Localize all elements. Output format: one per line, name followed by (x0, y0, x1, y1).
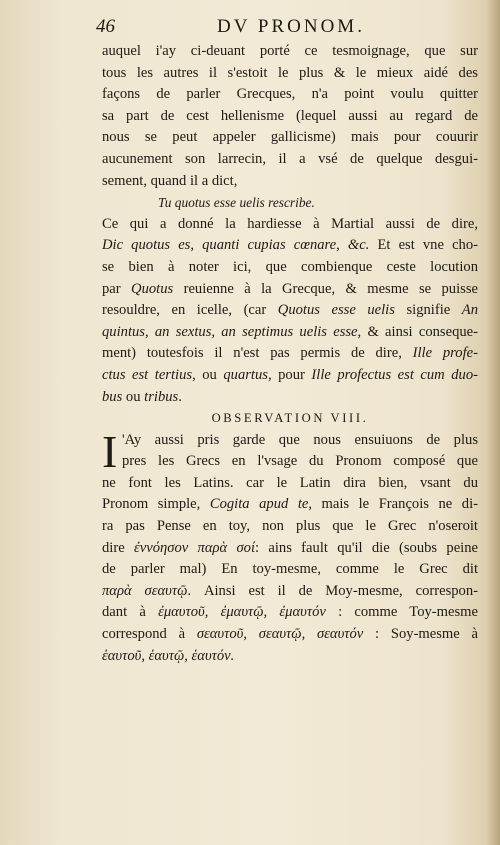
latin-word: An (461, 302, 478, 319)
text-run: Pronom simple, (102, 496, 210, 513)
text-line: ra pas Pense en toy, non plus que le Grec n'oseroit (102, 518, 478, 535)
text-line (102, 624, 478, 646)
text-line (102, 581, 478, 603)
latin-word: quartus (223, 366, 268, 383)
text-line (102, 322, 478, 344)
text-run: : Soy-mesme à (363, 626, 478, 643)
text-line: aucunement son larrecin, il a vsé de quelque desgui- (102, 150, 478, 167)
greek-phrase: ἐννόησον παρὰ σοί (134, 539, 256, 556)
text-run: ment) toutesfois il n'est pas permis de dire, (102, 345, 413, 362)
text-line: se bien à noter ici, que combienque ceste locution (102, 258, 478, 275)
text-line: 'Ay aussi pris garde que nous ensuiuons de plus (122, 431, 478, 448)
page-number: 46 (96, 16, 115, 37)
text-line (102, 343, 478, 365)
text-run: : ains fault qu'il die (soubs peine (255, 539, 478, 556)
greek-phrase: ἐμαυτοῦ, ἐμαυτῷ, ἐμαυτόν (158, 604, 326, 621)
drop-cap: I (102, 425, 118, 477)
text-run: , ou (192, 366, 224, 383)
text-run: , mais le François ne di- (308, 496, 478, 513)
greek-phrase: σεαυτοῦ, σεαυτῷ, σεαυτόν (196, 626, 364, 643)
text-line (102, 235, 478, 257)
text-line: de parler mal) En toy-mesme, comme le Grec dit (102, 561, 478, 578)
latin-phrase: Ille profe- (412, 345, 478, 362)
text-run: signifie (394, 302, 462, 319)
page-spine-shadow (486, 0, 500, 845)
text-line: tous les autres il s'estoit le plus & le mieux aidé des (102, 64, 478, 81)
text-run: dant à (102, 604, 159, 621)
text-line (102, 602, 478, 624)
latin-phrase: Quotus esse uelis (277, 302, 395, 319)
latin-phrase: Ille profectus est cum duo- (311, 366, 478, 383)
text-run: Et est vne cho- (369, 237, 478, 254)
greek-phrase: παρὰ σεαυτῷ (102, 582, 188, 599)
text-run: par (102, 280, 132, 297)
latin-word: Quotus (131, 280, 174, 297)
text-line (102, 365, 478, 387)
text-line: ne font les Latins. car le Latin dira bien, vsant du (102, 474, 478, 491)
text-run: , pour (267, 366, 312, 383)
text-line (102, 538, 478, 560)
text-run: dire (102, 539, 134, 556)
observation-paragraph (102, 425, 478, 668)
page-header (96, 14, 486, 40)
section-heading: OBSERVATION VIII. (211, 411, 369, 426)
text-line (102, 387, 478, 409)
text-run: resouldre, en icelle, (car (102, 302, 278, 319)
text-run: correspond à (102, 626, 197, 643)
latin-quotation: Tu quotus esse uelis rescribe. (158, 195, 315, 211)
running-title: DV PRONOM. (217, 16, 365, 37)
text-run: ou (122, 388, 145, 405)
greek-phrase: ἑαυτοῦ, ἑαυτῷ, ἑαυτόν. (102, 647, 235, 664)
page-body (102, 41, 478, 667)
text-run: reuienne à la Grecque, & mesme se puisse (173, 280, 478, 297)
latin-phrase: quintus, an sextus, an septimus uelis esse (102, 323, 358, 340)
text-line: auquel i'ay ci-deuant porté ce tesmoignage, que sur (102, 43, 478, 59)
text-line: façons de parler Grecques, n'a point voulu quitter (102, 86, 478, 103)
text-line: pres les Grecs en l'vsage du Pronom composé que (122, 453, 478, 470)
text-line: sement, quand il a dict, (102, 172, 238, 189)
latin-phrase: ctus est tertius (102, 366, 193, 383)
text-run: . (178, 388, 182, 405)
text-line: nous se peut appeler gallicisme) mais pour couurir (102, 129, 478, 146)
text-line: Ce qui a donné la hardiesse à Martial aussi de dire, (102, 215, 478, 232)
latin-phrase: Cogita apud te (209, 496, 309, 513)
text-run: , & ainsi conseque- (357, 323, 478, 340)
latin-word: bus (102, 388, 123, 405)
text-line (102, 279, 478, 301)
text-run: : comme Toy-mesme (325, 604, 478, 621)
text-line: sa part de cest hellenisme (lequel aussi au regard de (102, 107, 478, 124)
text-line (102, 300, 478, 322)
latin-word: tribus (144, 388, 179, 405)
text-run: . Ainsi est il de Moy-mesme, correspon- (187, 582, 478, 599)
text-line (102, 494, 478, 516)
latin-quotation: Dic quotus es, quanti cupias cœnare, &c. (102, 237, 370, 254)
